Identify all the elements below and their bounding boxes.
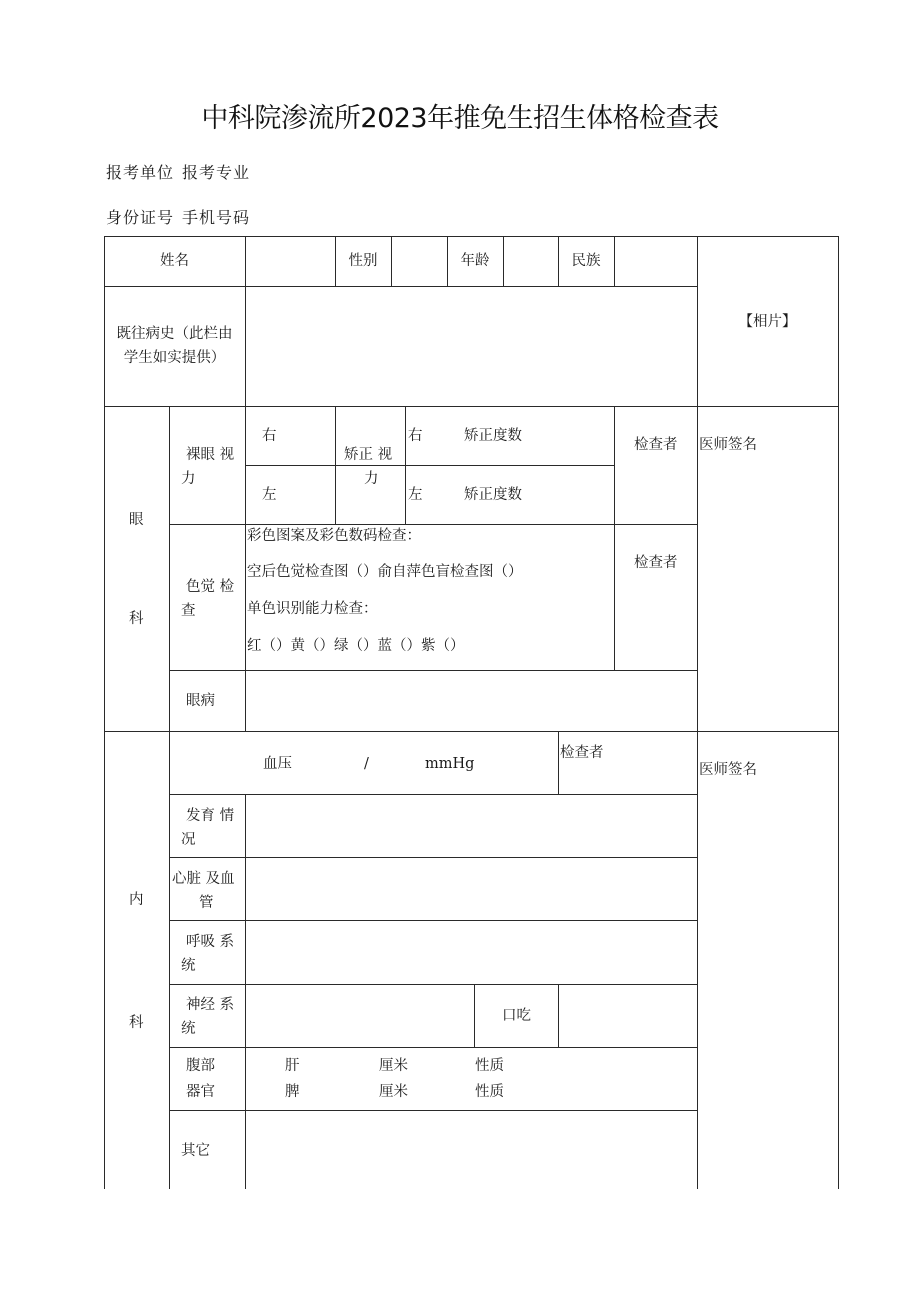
color-vision-label-1: 色觉 检 bbox=[186, 579, 235, 595]
color-examiner-label: 检查者 bbox=[634, 555, 678, 571]
eye-examiner-label: 检查者 bbox=[634, 437, 678, 453]
other-label: 其它 bbox=[181, 1143, 210, 1159]
grid-line bbox=[405, 406, 406, 524]
grid-line bbox=[335, 406, 336, 524]
grid-line bbox=[245, 406, 246, 731]
respiratory-label-1: 呼吸 系 bbox=[186, 934, 235, 950]
grid-line bbox=[474, 984, 475, 1047]
eye-disease-label: 眼病 bbox=[186, 693, 215, 709]
grid-line bbox=[169, 1047, 697, 1048]
grid-line bbox=[169, 984, 697, 985]
grid-line bbox=[104, 286, 697, 287]
internal-doctor-sign-label: 医师签名 bbox=[699, 762, 757, 778]
grid-line bbox=[558, 984, 559, 1047]
spleen-label: 脾 bbox=[285, 1084, 300, 1100]
heart-label-2: 管 bbox=[199, 895, 214, 911]
grid-line bbox=[245, 465, 614, 466]
grid-line bbox=[614, 406, 615, 670]
grid-line bbox=[169, 857, 697, 858]
internal-section-char-2: 科 bbox=[129, 1015, 144, 1031]
heart-label-1: 心脏 及血 bbox=[172, 871, 235, 887]
history-label-2: 学生如实提供） bbox=[123, 350, 226, 366]
grid-line bbox=[558, 731, 559, 794]
grid-line bbox=[169, 406, 170, 1189]
gender-label: 性别 bbox=[348, 253, 378, 269]
photo-placeholder: 【相片】 bbox=[738, 314, 797, 330]
naked-vision-label-1: 裸眼 视 bbox=[186, 447, 235, 463]
grid-line bbox=[503, 236, 504, 286]
major-label: 报考专业 bbox=[182, 163, 251, 182]
grid-line bbox=[104, 236, 838, 237]
corrected-right-label: 右 bbox=[408, 428, 423, 444]
spleen-cm-label: 厘米 bbox=[379, 1084, 408, 1100]
corrected-right-degree: 矫正度数 bbox=[464, 428, 522, 444]
color-test-line-3: 单色识别能力检查： bbox=[247, 601, 378, 617]
history-label-1: 既往病史（此栏由 bbox=[116, 326, 233, 342]
naked-vision-label-2: 力 bbox=[181, 471, 196, 487]
grid-line bbox=[169, 920, 697, 921]
corrected-left-label: 左 bbox=[408, 487, 423, 503]
spleen-nature-label: 性质 bbox=[475, 1084, 504, 1100]
grid-line bbox=[391, 236, 392, 286]
grid-line bbox=[245, 794, 246, 1189]
naked-right-label: 右 bbox=[262, 428, 277, 444]
internal-section-char-1: 内 bbox=[129, 892, 144, 908]
unit-label: 报考单位 bbox=[106, 163, 175, 182]
naked-left-label: 左 bbox=[262, 487, 277, 503]
corrected-vision-label-1: 矫正 视 bbox=[344, 447, 393, 463]
phone-label: 手机号码 bbox=[182, 208, 251, 227]
abdomen-label-2: 器官 bbox=[186, 1084, 215, 1100]
grid-line bbox=[169, 794, 697, 795]
grid-line bbox=[104, 731, 838, 732]
stutter-label: 口吃 bbox=[502, 1008, 531, 1024]
grid-line bbox=[614, 236, 615, 286]
abdomen-label-1: 腹部 bbox=[186, 1058, 215, 1074]
age-label: 年龄 bbox=[460, 253, 490, 269]
grid-line bbox=[697, 236, 698, 1189]
blood-pressure-unit: mmHg bbox=[425, 756, 475, 772]
color-test-line-2: 空后色觉检查图（）俞自萍色盲检查图（） bbox=[247, 564, 523, 580]
corrected-vision-label-2: 力 bbox=[364, 471, 379, 487]
color-test-line-4: 红（）黄（）绿（）蓝（）紫（） bbox=[247, 638, 465, 654]
grid-line bbox=[169, 670, 697, 671]
grid-line bbox=[104, 406, 838, 407]
color-test-line-1: 彩色图案及彩色数码检查： bbox=[247, 528, 421, 544]
grid-line bbox=[838, 236, 839, 1189]
name-label: 姓名 bbox=[160, 253, 189, 269]
development-label-2: 况 bbox=[181, 832, 196, 848]
eye-section-char-2: 科 bbox=[129, 611, 144, 627]
id-label: 身份证号 bbox=[106, 208, 175, 227]
eye-doctor-sign-label: 医师签名 bbox=[699, 437, 757, 453]
grid-line bbox=[245, 236, 246, 406]
liver-label: 肝 bbox=[285, 1058, 300, 1074]
blood-pressure-slash: / bbox=[364, 756, 369, 772]
liver-nature-label: 性质 bbox=[475, 1058, 504, 1074]
internal-examiner-label: 检查者 bbox=[560, 745, 604, 761]
grid-line bbox=[104, 236, 105, 1189]
blood-pressure-label: 血压 bbox=[263, 756, 292, 772]
color-vision-label-2: 查 bbox=[181, 603, 196, 619]
grid-line bbox=[169, 1110, 697, 1111]
page-title: 中科院渗流所2023年推免生招生体格检查表 bbox=[201, 103, 719, 134]
ethnicity-label: 民族 bbox=[571, 253, 601, 269]
corrected-left-degree: 矫正度数 bbox=[464, 487, 522, 503]
nervous-label-2: 统 bbox=[181, 1021, 196, 1037]
respiratory-label-2: 统 bbox=[181, 958, 196, 974]
nervous-label-1: 神经 系 bbox=[186, 997, 235, 1013]
development-label-1: 发育 情 bbox=[186, 808, 235, 824]
liver-cm-label: 厘米 bbox=[379, 1058, 408, 1074]
eye-section-char-1: 眼 bbox=[129, 512, 144, 528]
